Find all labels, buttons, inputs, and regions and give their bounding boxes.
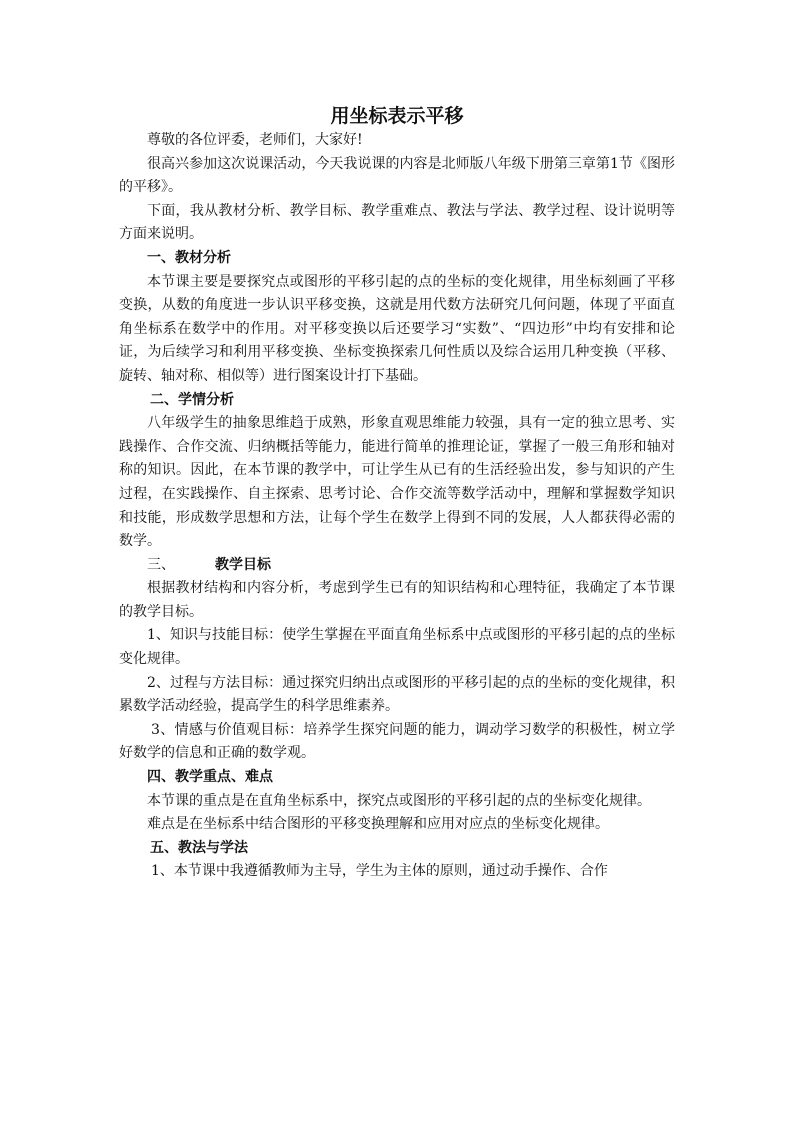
- methods-paragraph: 1、本节课中我遵循教师为主导，学生为主体的原则，通过动手操作、合作: [151, 863, 608, 880]
- intro-paragraph: 很高兴参加这次说课活动，今天我说课的内容是北师版八年级下册第三章第1节《图形的平移》。: [119, 155, 675, 196]
- section-heading-textbook-analysis: 一、教材分析: [147, 249, 231, 266]
- process-goal-paragraph: 2、过程与方法目标：通过探究归纳出点或图形的平移引起的点的坐标的变化规律，积累数学活动经验，提高学生的科学思维素养。: [119, 674, 675, 715]
- emotion-goal-paragraph: 3、情感与价值观目标：培养学生探究问题的能力，调动学习数学的积极性，树立学好数学的信息和正确的数学观。: [119, 721, 675, 762]
- difficulty-paragraph: 难点是在坐标系中结合图形的平移变换理解和应用对应点的坐标变化规律。: [147, 816, 609, 833]
- student-analysis-paragraph: 八年级学生的抽象思维趋于成熟，形象直观思维能力较强，具有一定的独立思考、实践操作、合作交流、归纳概括等能力，能进行简单的推理论证，掌握了一般三角形和轴对称的知识。因此，在本节课的教学中，可让学生从已有的生活经验出发，参与知识的产生过程，在实践操作、自主探索、思考讨论、合作交流等数学活动中，理解和掌握数学知识和技能，形成数学思想和方法，让每个学生在数学上得到不同的发展，人人都获得必需的数学。: [119, 415, 675, 550]
- section-heading-teaching-goals: [119, 554, 675, 578]
- knowledge-goal-paragraph: 1、知识与技能目标：使学生掌握在平面直角坐标系中点或图形的平移引起的点的坐标变化规律。: [119, 627, 675, 668]
- section-heading-methods: 五、教法与学法: [150, 839, 248, 856]
- key-point-paragraph: 本节课的重点是在直角坐标系中，探究点或图形的平移引起的点的坐标变化规律。: [147, 792, 651, 809]
- document-page: [119, 103, 675, 884]
- textbook-analysis-paragraph: 本节课主要是要探究点或图形的平移引起的点的坐标的变化规律，用坐标刻画了平移变换，从数的角度进一步认识平移变换，这就是用代数方法研究几何问题，体现了平面直角坐标系在数学中的作用。对平移变换以后还要学习“实数”、“四边形”中均有安排和论证，为后续学习和利用平移变换、坐标变换探索几何性质以及综合运用几种变换（平移、旋转、轴对称、相似等）进行图案设计打下基础。: [119, 273, 675, 384]
- section-heading-student-analysis: 二、学情分析: [150, 391, 234, 408]
- greeting-paragraph: 尊敬的各位评委，老师们，大家好!: [147, 132, 363, 148]
- section-number: 三、: [147, 556, 175, 573]
- outline-paragraph: 下面，我从教材分析、教学目标、教学重难点、教法与学法、教学过程、设计说明等方面来说明。: [119, 202, 675, 243]
- document-title: 用坐标表示平移: [330, 105, 464, 127]
- section-heading-text: 教学目标: [215, 556, 271, 573]
- section-heading-key-points: 四、教学重点、难点: [147, 769, 273, 786]
- teaching-goals-intro-paragraph: 根据教材结构和内容分析，考虑到学生已有的知识结构和心理特征，我确定了本节课的教学目标。: [119, 580, 675, 620]
